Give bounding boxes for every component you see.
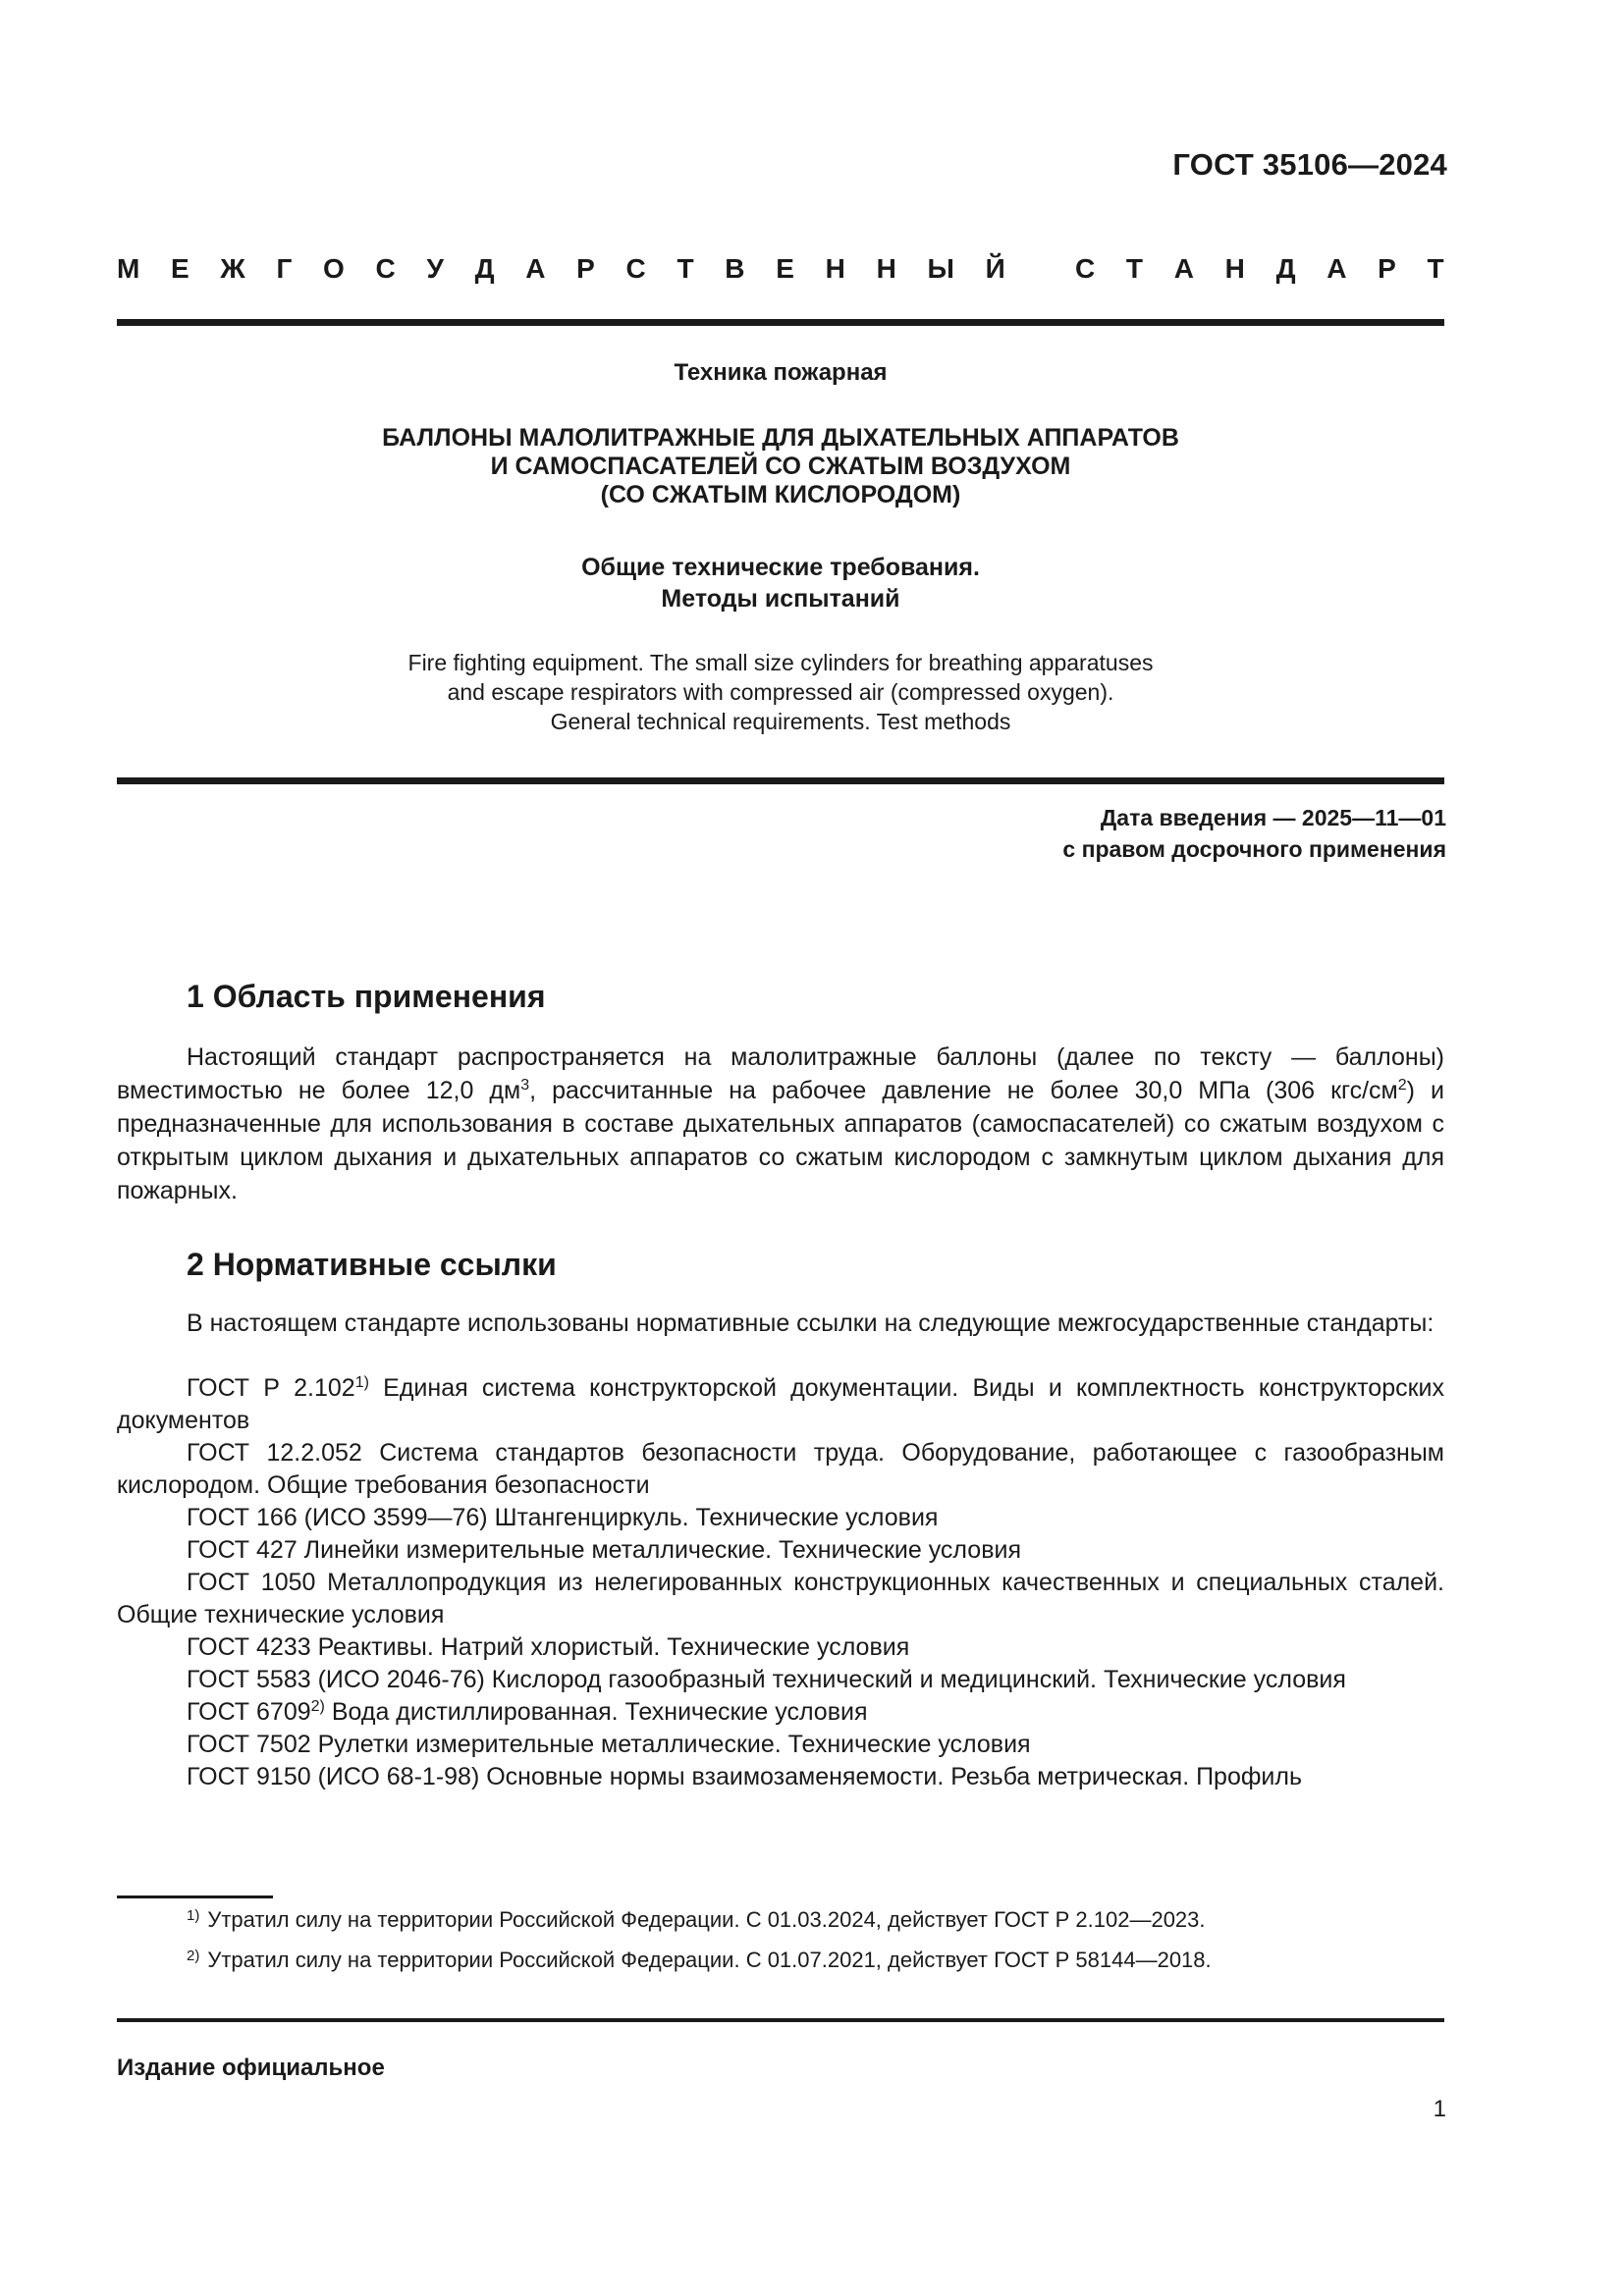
reference-item: [117, 1761, 1444, 1793]
footnote-separator: [117, 1896, 273, 1898]
standard-kind-letter: Р: [1378, 253, 1396, 284]
reference-code: ГОСТ 12.2.052: [187, 1439, 362, 1467]
reference-title: Металлопродукция из нелегированных конструкционных качественных и специальных сталей. Общие технические условия: [117, 1569, 1444, 1629]
standard-kind-letter: А: [1173, 253, 1194, 284]
reference-code: ГОСТ 6709: [187, 1698, 311, 1726]
reference-item: [117, 1664, 1444, 1696]
section-2-intro: В настоящем стандарте использованы нормативные ссылки на следующие межгосударственные стандарты:: [187, 1309, 1435, 1337]
reference-title: Единая система конструкторской документации. Виды и комплектность конструкторских документов: [117, 1374, 1445, 1434]
standard-kind-letter: А: [1326, 253, 1347, 284]
section-1-heading: 1 Область применения: [187, 979, 546, 1014]
reference-code: ГОСТ 166: [187, 1504, 298, 1531]
intro-date-line: Дата введения — 2025—11—01: [1100, 805, 1446, 830]
title-line: БАЛЛОНЫ МАЛОЛИТРАЖНЫЕ ДЛЯ ДЫХАТЕЛЬНЫХ АППАРАТОВ: [382, 424, 1179, 452]
footnote-mark: 1): [187, 1907, 200, 1924]
standard-kind-letter: М: [117, 253, 140, 284]
reference-code: ГОСТ Р 2.102: [187, 1374, 355, 1402]
reference-code: ГОСТ 9150: [187, 1763, 311, 1790]
standard-kind-letter: А: [525, 253, 546, 284]
english-line: General technical requirements. Test methods: [550, 709, 1011, 734]
reference-item: [117, 1696, 1444, 1729]
superscript: 2): [310, 1698, 325, 1715]
english-line: Fire fighting equipment. The small size cylinders for breathing apparatuses: [407, 650, 1154, 675]
english-line: and escape respirators with compressed air (compressed oxygen).: [447, 679, 1114, 705]
introduction-date: [1062, 802, 1446, 865]
section-1-paragraph: [117, 1041, 1444, 1207]
footnote-2: [187, 1947, 1212, 1974]
standard-kind-letter: Н: [876, 253, 896, 284]
reference-title: Вода дистиллированная. Технические условия: [324, 1698, 868, 1726]
standard-kind-letter: Д: [474, 253, 495, 284]
reference-code: ГОСТ 4233: [187, 1633, 311, 1661]
reference-title: (ИСО 68-1-98) Основные нормы взаимозаменяемости. Резьба метрическая. Профиль: [310, 1763, 1303, 1790]
standard-kind-letter: Д: [1275, 253, 1296, 284]
standard-kind-letter: О: [323, 253, 345, 284]
reference-item: [117, 1502, 1444, 1534]
standard-kind-letter: Е: [776, 253, 794, 284]
references-list: [0, 1372, 1624, 1793]
reference-item: [117, 1631, 1444, 1664]
document-number: ГОСТ 35106—2024: [1172, 147, 1447, 182]
standard-kind-heading: [117, 253, 1444, 285]
footnote-1: [187, 1906, 1206, 1934]
reference-code: ГОСТ 427: [187, 1536, 298, 1564]
title-line: И САМОСПАСАТЕЛЕЙ СО СЖАТЫМ ВОЗДУХОМ: [490, 453, 1071, 480]
standard-kind-letter: В: [725, 253, 745, 284]
document-title: [117, 424, 1444, 509]
footer-rule: [117, 2018, 1444, 2022]
superscript: 1): [354, 1374, 369, 1391]
subtitle-line: Методы испытаний: [661, 585, 900, 613]
reference-code: ГОСТ 7502: [187, 1731, 311, 1758]
reference-item: [117, 1372, 1444, 1437]
edition-label: Издание официальное: [117, 2055, 385, 2081]
reference-item: [117, 1729, 1444, 1761]
standard-kind-letter: Т: [1125, 253, 1143, 284]
page-number: 1: [1433, 2096, 1446, 2122]
reference-code: ГОСТ 1050: [187, 1569, 316, 1596]
reference-title: (ИСО 3599—76) Штангенциркуль. Технические условия: [297, 1504, 939, 1531]
standard-kind-letter: Н: [1224, 253, 1245, 284]
standard-kind-letter: Р: [576, 253, 595, 284]
reference-title: Рулетки измерительные металлические. Технические условия: [310, 1731, 1031, 1758]
reference-title: Реактивы. Натрий хлористый. Технические условия: [310, 1633, 910, 1661]
standard-kind-letter: Е: [171, 253, 189, 284]
standard-kind-letter: Ж: [220, 253, 245, 284]
title-rule: [117, 777, 1444, 784]
english-title: [117, 648, 1444, 736]
standard-kind-letter: Т: [1427, 253, 1444, 284]
standard-kind-letter: С: [1074, 253, 1096, 284]
early-application-line: с правом досрочного применения: [1062, 836, 1446, 862]
reference-title: Система стандартов безопасности труда. Оборудование, работающее с газообразным кислородом. Общие требования безопасности: [117, 1439, 1444, 1499]
paragraph-text: , рассчитанные на рабочее давление не более 30,0 МПа (306 кгс/см: [529, 1077, 1398, 1104]
superscript: 2: [1397, 1077, 1407, 1094]
section-2-heading: 2 Нормативные ссылки: [187, 1247, 557, 1282]
footnote-mark: 2): [187, 1948, 200, 1964]
title-line: (СО СЖАТЫМ КИСЛОРОДОМ): [600, 481, 961, 508]
paragraph-text: Настоящий стандарт распространяется на малолитражные баллоны (далее по тексту — баллоны) вместимостью не более 12,0 дм: [117, 1043, 1444, 1104]
standard-kind-letter: Н: [825, 253, 845, 284]
paragraph-text: ) и предназначенные для использования в составе дыхательных аппаратов (самоспасателей) со сжатым воздухом с открытым циклом дыхания и дыхательных аппаратов со сжатым кислородом с замкнутым циклом дыхания для пожарных.: [117, 1077, 1444, 1204]
reference-item: [117, 1534, 1444, 1567]
header-rule: [117, 319, 1444, 326]
document-subtitle: [117, 552, 1444, 614]
reference-title: (ИСО 2046-76) Кислород газообразный технический и медицинский. Технические условия: [310, 1666, 1346, 1693]
standard-kind-letter: Ы: [927, 253, 954, 284]
standard-kind-letter: С: [375, 253, 396, 284]
superscript: 3: [520, 1077, 530, 1094]
reference-item: [117, 1437, 1444, 1502]
footnote-text: Утратил силу на территории Российской Федерации. С 01.03.2024, действует ГОСТ Р 2.102—2023.: [207, 1907, 1206, 1932]
standard-kind-letter: [1036, 253, 1044, 285]
standard-kind-letter: С: [625, 253, 646, 284]
reference-item: [117, 1567, 1444, 1631]
standard-kind-letter: У: [426, 253, 444, 284]
footnote-text: Утратил силу на территории Российской Федерации. С 01.07.2021, действует ГОСТ Р 58144—2018.: [207, 1948, 1212, 1972]
subject-heading: Техника пожарная: [674, 359, 888, 386]
reference-title: Линейки измерительные металлические. Технические условия: [297, 1536, 1021, 1564]
reference-code: ГОСТ 5583: [187, 1666, 311, 1693]
standard-kind-letter: Й: [985, 253, 1005, 284]
subtitle-line: Общие технические требования.: [581, 554, 980, 581]
standard-kind-letter: Т: [677, 253, 694, 284]
standard-kind-letter: Г: [276, 253, 293, 284]
